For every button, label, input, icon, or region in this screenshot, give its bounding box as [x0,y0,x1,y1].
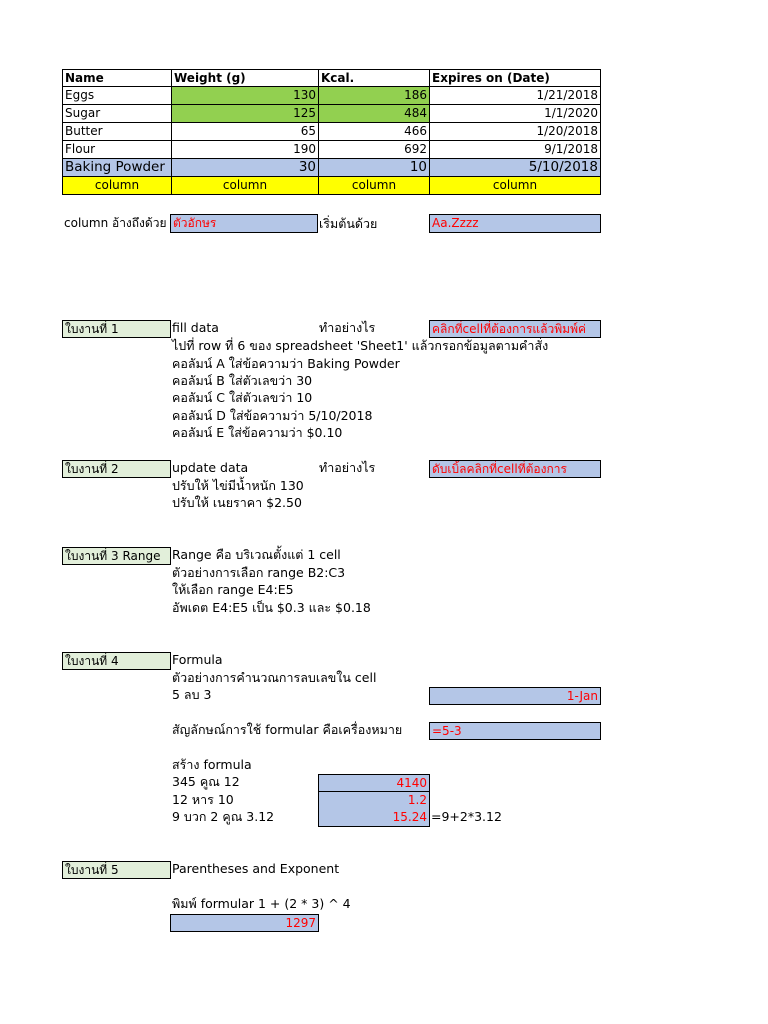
task2-title: update data [172,460,249,475]
task1-line: คอลัมน์ C ใส่ตัวเลขว่า 10 [172,390,313,405]
task1-how-value[interactable]: คลิกที่cellที่ต้องการแล้วพิมพ์ค่ [429,320,601,338]
task5-result[interactable]: 1297 [170,914,319,932]
cell-name[interactable]: Flour [62,141,172,159]
cell-kcal[interactable]: 466 [318,123,430,141]
task1-title: fill data [172,320,219,335]
formula-expr: 12 หาร 10 [172,792,234,807]
column-label: column [429,177,601,195]
task3-line: ตัวอย่างการเลือก range B2:C3 [172,565,346,580]
task3-line: อัพเดต E4:E5 เป็น $0.3 และ $0.18 [172,600,371,615]
task2-line: ปรับให้ ไข่มีน้ำหนัก 130 [172,478,304,493]
cell-name[interactable]: Sugar [62,105,172,123]
cell-expires[interactable]: 9/1/2018 [429,141,601,159]
task4-example-expr: 5 ลบ 3 [172,687,212,702]
task1-line: คอลัมน์ E ใส่ข้อความว่า $0.10 [172,425,343,440]
task4-symbol-label: สัญลักษณ์การใช้ formular คือเครื่องหมาย [172,722,403,737]
cell-expires[interactable]: 1/20/2018 [429,123,601,141]
cell-kcal[interactable]: 186 [318,87,430,105]
cell-name[interactable]: Eggs [62,87,172,105]
task4-tag: ใบงานที่ 4 [62,652,171,670]
task1-line: คอลัมน์ B ใส่ตัวเลขว่า 30 [172,373,313,388]
cell-kcal[interactable]: 10 [318,159,430,177]
column-label: column [171,177,319,195]
task4-example-label: ตัวอย่างการคำนวณการลบเลขใน cell [172,670,377,685]
cell-expires[interactable]: 1/1/2020 [429,105,601,123]
column-ref-label: column อ้างถึงด้วย [64,216,167,230]
column-ref-start-label: เริ่มต้นด้วย [319,216,378,231]
task2-how-label: ทำอย่างไร [319,460,376,475]
formula-note: =9+2*3.12 [431,809,502,824]
task1-how-label: ทำอย่างไร [319,320,376,335]
task5-tag: ใบงานที่ 5 [62,861,171,879]
task4-create-label: สร้าง formula [172,757,252,772]
cell-weight[interactable]: 125 [171,105,319,123]
formula-expr: 9 บวก 2 คูณ 3.12 [172,809,275,824]
header-name: Name [62,69,172,87]
formula-expr: 345 คูณ 12 [172,774,240,789]
cell-weight[interactable]: 30 [171,159,319,177]
task3-tag: ใบงานที่ 3 Range [62,547,171,565]
task2-tag: ใบงานที่ 2 [62,460,171,478]
cell-expires[interactable]: 5/10/2018 [429,159,601,177]
header-weight: Weight (g) [171,69,319,87]
task3-line: ให้เลือก range E4:E5 [172,582,294,597]
column-ref-value[interactable]: ตัวอักษร [170,214,318,233]
cell-name[interactable]: Baking Powder [62,159,172,177]
task1-line: ไปที่ row ที่ 6 ของ spreadsheet 'Sheet1' แล้วกรอกข้อมูลตามคำสั่ง [172,338,549,353]
task5-title: Parentheses and Exponent [172,861,340,876]
cell-kcal[interactable]: 692 [318,141,430,159]
task1-tag: ใบงานที่ 1 [62,320,171,338]
cell-weight[interactable]: 190 [171,141,319,159]
task5-instruction: พิมพ์ formular 1 + (2 * 3) ^ 4 [172,896,351,911]
task2-how-value[interactable]: ดับเบิ้ลคลิกที่cellที่ต้องการ [429,460,601,478]
column-label: column [62,177,172,195]
task1-line: คอลัมน์ A ใส่ข้อความว่า Baking Powder [172,356,400,371]
task4-example-result[interactable]: 1-Jan [429,687,601,705]
formula-result[interactable]: 4140 [318,774,430,792]
cell-kcal[interactable]: 484 [318,105,430,123]
cell-name[interactable]: Butter [62,123,172,141]
task3-title: Range คือ บริเวณตั้งแต่ 1 cell [172,547,341,562]
cell-expires[interactable]: 1/21/2018 [429,87,601,105]
task4-symbol-value[interactable]: =5-3 [429,722,601,740]
task1-line: คอลัมน์ D ใส่ข้อความว่า 5/10/2018 [172,408,373,423]
task4-title: Formula [172,652,223,667]
column-ref-start-value[interactable]: Aa.Zzzz [429,214,601,233]
header-expires: Expires on (Date) [429,69,601,87]
formula-result[interactable]: 15.24 [318,809,430,827]
task2-line: ปรับให้ เนยราคา $2.50 [172,495,302,510]
cell-weight[interactable]: 130 [171,87,319,105]
header-kcal: Kcal. [318,69,430,87]
cell-weight[interactable]: 65 [171,123,319,141]
column-label: column [318,177,430,195]
formula-result[interactable]: 1.2 [318,792,430,810]
